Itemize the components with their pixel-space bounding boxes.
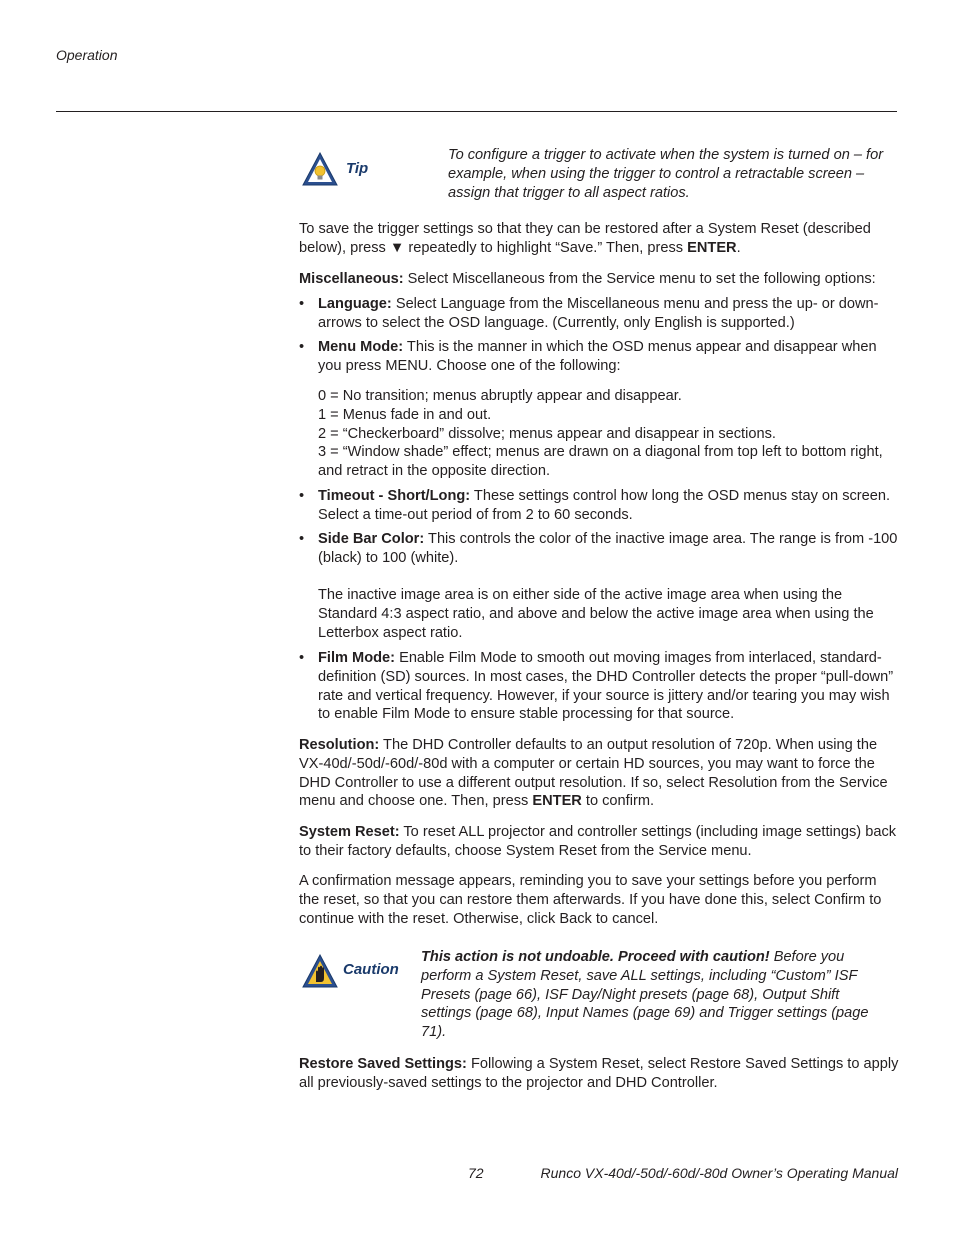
- restore-text: Following a System Reset, select Restore Saved Settings to apply all previously-saved settings to the projector and DHD Controller.: [299, 1056, 899, 1091]
- resolution-heading: Resolution:: [299, 737, 380, 753]
- system-reset-heading: System Reset:: [299, 824, 400, 840]
- enter-key-label: ENTER: [687, 239, 737, 256]
- timeout-text: These settings control how long the OSD menus stay on screen. Select a time-out period of from 2 to 60 seconds.: [318, 488, 891, 523]
- bullet-marker: •: [299, 339, 305, 355]
- section-header: Operation: [56, 47, 118, 63]
- bullet-marker: •: [299, 650, 305, 666]
- caution-bold: This action is not undoable. Proceed with caution!: [421, 949, 770, 965]
- restore-paragraph: [299, 1055, 899, 1093]
- menu-mode-option: 2 = “Checkerboard” dissolve; menus appear and disappear in sections.: [318, 425, 776, 442]
- timeout-label: Timeout - Short/Long:: [318, 488, 471, 504]
- menu-mode-text: This is the manner in which the OSD menus appear and disappear when you press MENU. Choose one of the following:: [318, 339, 877, 374]
- timeout-item: [318, 487, 899, 525]
- tip-text: To configure a trigger to activate when the system is turned on – for example, when using the trigger to control a retractable screen – assign that trigger to all aspect ratios.: [448, 147, 884, 201]
- side-bar-color-label: Side Bar Color:: [318, 531, 425, 547]
- tip-label: Tip: [346, 160, 369, 177]
- caution-text: [421, 948, 891, 1042]
- bullet-marker: •: [299, 296, 305, 312]
- side-bar-color-item: [318, 530, 899, 568]
- menu-mode-item: [318, 338, 899, 376]
- resolution-end: to confirm.: [581, 793, 655, 810]
- caution-label: Caution: [343, 961, 399, 978]
- menu-mode-label: Menu Mode:: [318, 339, 404, 355]
- enter-key-label: ENTER: [532, 793, 582, 810]
- menu-mode-option: 0 = No transition; menus abruptly appear and disappear.: [318, 388, 682, 404]
- film-mode-text: Enable Film Mode to smooth out moving images from interlaced, standard-definition (SD) sources. In most cases, the DHD Controller detects the proper “pull-down” rate and vertical frequency. However, if your source is jittery and/or tearing you may wish to enable Film Mode to ensure stable processing for that source.: [318, 650, 894, 723]
- save-paragraph-text: To save the trigger settings so that they can be restored after a System Reset (described below), press ▼ repeatedly to highlight “Save.” Then, press: [299, 221, 871, 256]
- manual-title: Runco VX-40d/-50d/-60d/-80d Owner’s Operating Manual: [540, 1165, 898, 1181]
- menu-mode-options: [318, 387, 899, 481]
- side-bar-color-extra: The inactive image area is on either side of the active image area when using the Standard 4:3 aspect ratio, and above and below the active image area when using the Letterbox aspect ratio.: [318, 587, 874, 641]
- save-paragraph-end: .: [736, 239, 741, 256]
- page-number: 72: [468, 1165, 484, 1181]
- save-paragraph: [299, 220, 899, 258]
- menu-mode-option: 1 = Menus fade in and out.: [318, 406, 492, 423]
- tip-icon: [302, 152, 338, 186]
- misc-text: Select Miscellaneous from the Service menu to set the following options:: [403, 271, 876, 287]
- language-label: Language:: [318, 296, 392, 312]
- bullet-marker: •: [299, 488, 305, 504]
- caution-icon: [302, 954, 338, 988]
- restore-heading: Restore Saved Settings:: [299, 1056, 467, 1072]
- misc-heading: Miscellaneous:: [299, 271, 404, 287]
- resolution-text: The DHD Controller defaults to an output resolution of 720p. When using the VX-40d/-50d/-60d/-80d with a computer or certain HD sources, you may want to force the DHD Controller to use a different output resolution. If so, select Resolution from the Service menu and choose one. Then, press: [299, 737, 888, 810]
- menu-mode-option: 3 = “Window shade” effect; menus are drawn on a diagonal from top left to bottom right, and retract in the opposite direction.: [318, 444, 883, 480]
- bullet-marker: •: [299, 531, 305, 547]
- system-reset-paragraph: [299, 823, 899, 861]
- system-reset-text: To reset ALL projector and controller settings (including image settings) back to their factory defaults, choose System Reset from the Service menu.: [299, 824, 897, 859]
- film-mode-item: [318, 649, 899, 724]
- language-text: Select Language from the Miscellaneous menu and press the up- or down-arrows to select the OSD language. (Currently, only English is supported.): [318, 296, 879, 331]
- header-rule: [56, 111, 897, 112]
- side-bar-color-text: This controls the color of the inactive image area. The range is from -100 (black) to 100 (white).: [318, 531, 898, 566]
- resolution-paragraph: [299, 736, 899, 811]
- caution-body: Before you perform a System Reset, save ALL settings, including “Custom” ISF Presets (page 66), ISF Day/Night presets (page 68), Output Shift settings (page 68), Input Names (page 69) and Trigger settings (page 71).: [421, 949, 869, 1041]
- language-item: [318, 295, 899, 333]
- confirm-paragraph: A confirmation message appears, reminding you to save your settings before you perform the reset, so that you can restore them afterwards. If you have done this, select Confirm to continue with the reset. Otherwise, click Back to cancel.: [299, 873, 882, 927]
- film-mode-label: Film Mode:: [318, 650, 396, 666]
- misc-paragraph: [299, 270, 899, 289]
